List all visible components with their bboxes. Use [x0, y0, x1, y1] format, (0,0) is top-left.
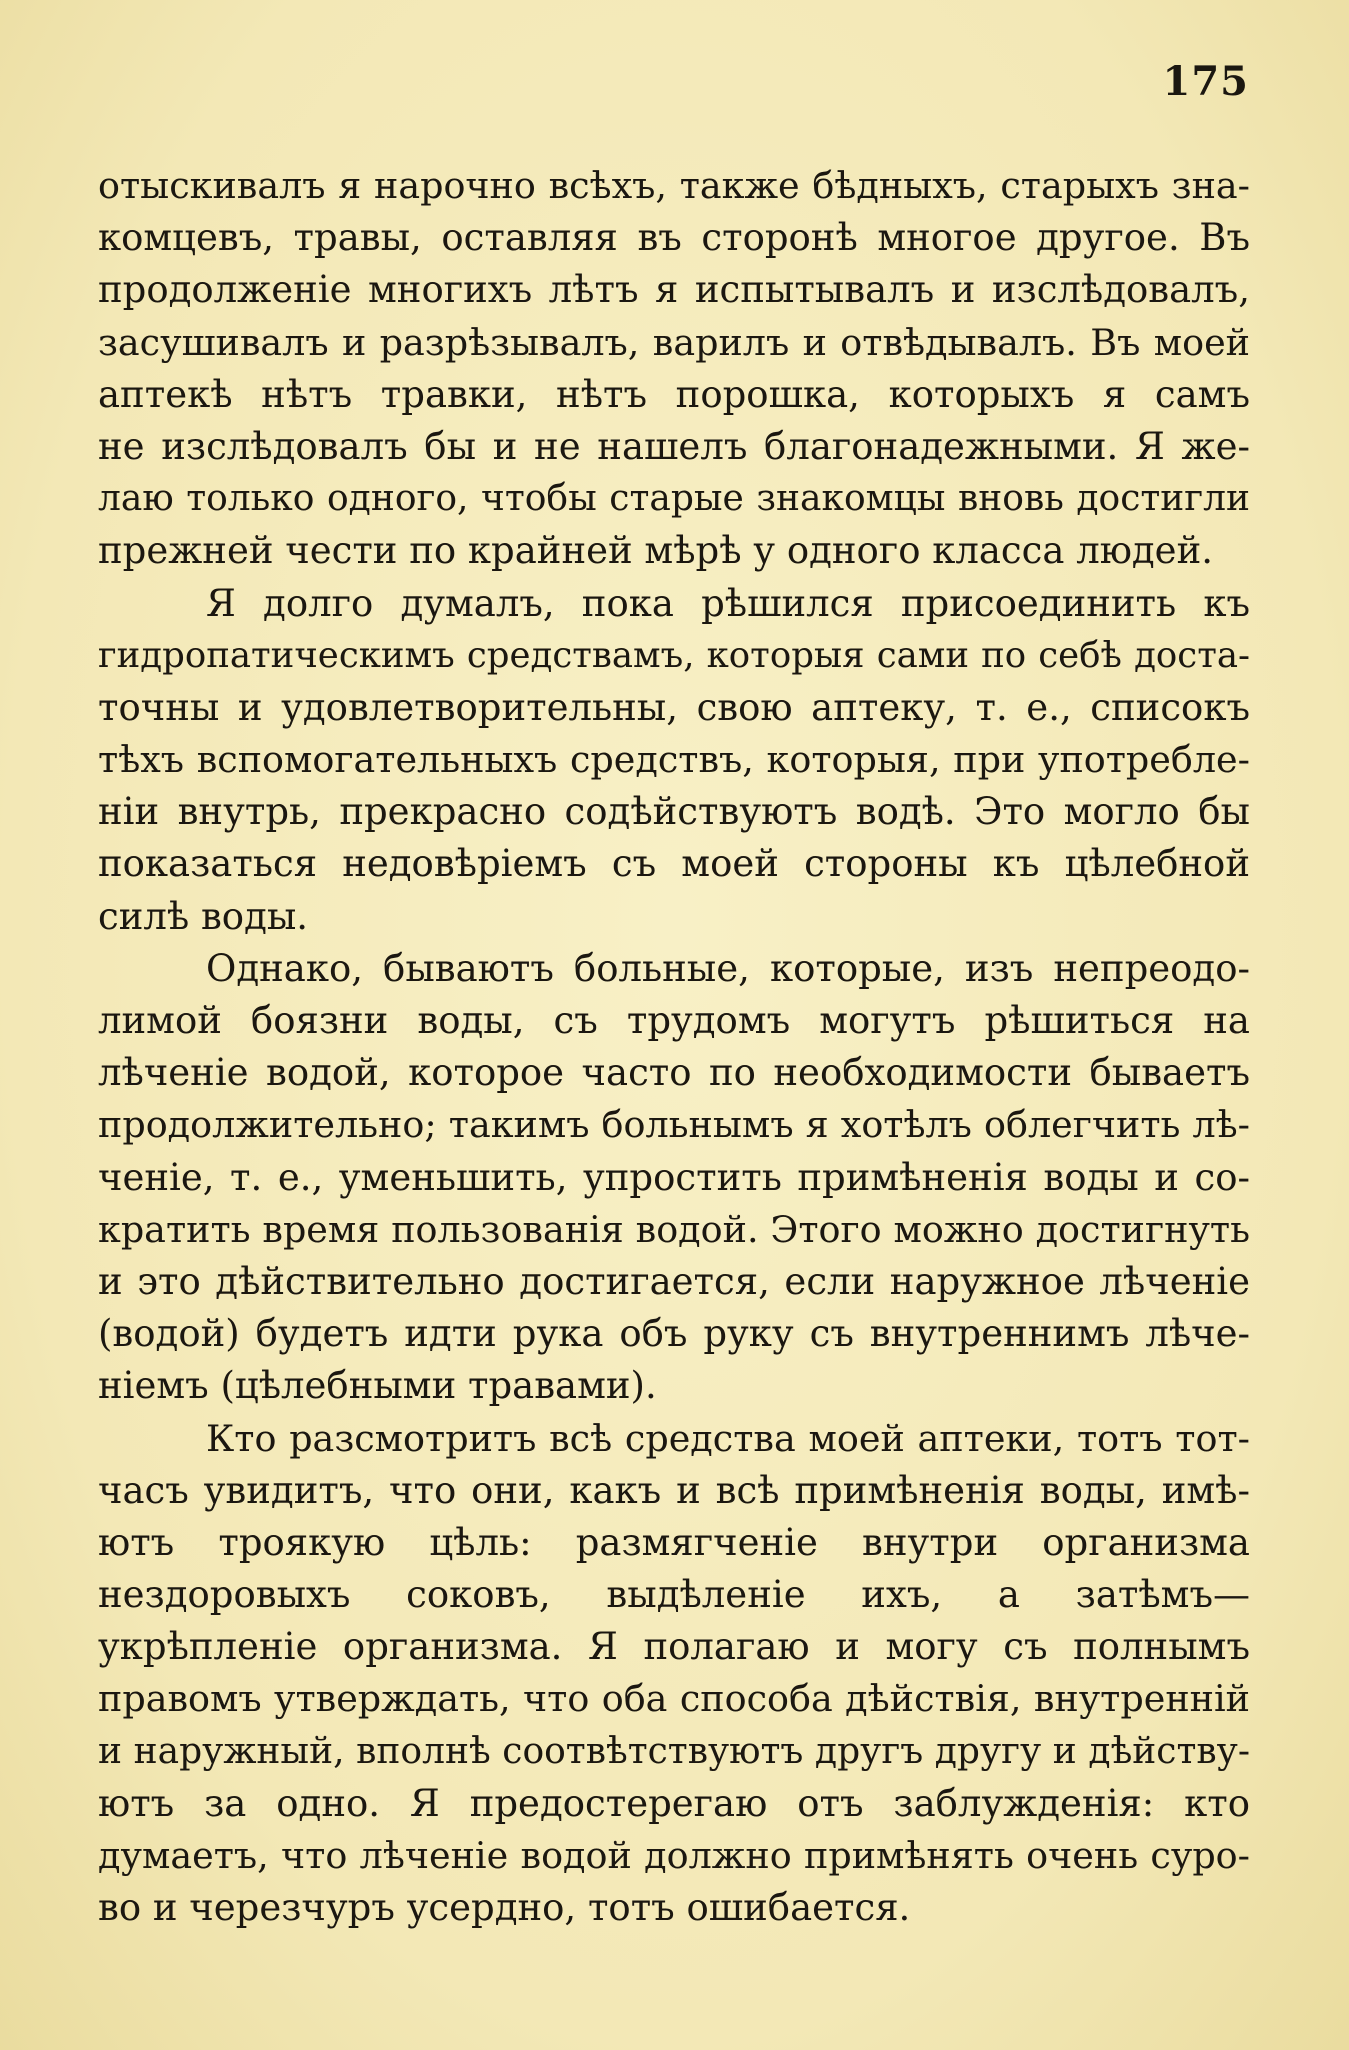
text-line: думаетъ, что лѣченіе водой должно примѣнять очень суро- — [98, 1834, 1250, 1877]
page-number: 175 — [1162, 58, 1249, 105]
text-line: прежней чести по крайней мѣрѣ у одного класса людей. — [98, 529, 1214, 573]
text-line: продолженіе многихъ лѣтъ я испытывалъ и изслѣдовалъ, — [98, 268, 1250, 312]
text-line: (водой) будетъ идти рука объ руку съ внутреннимъ лѣче- — [98, 1312, 1250, 1356]
text-line: и наружный, вполнѣ соотвѣтствуютъ другъ другу и дѣйству- — [98, 1730, 1250, 1772]
text-line: гидропатическимъ средствамъ, которыя сами по себѣ доста- — [98, 634, 1250, 676]
text-line: и это дѣйствительно достигается, если наружное лѣченіе — [98, 1259, 1250, 1303]
text-line: Я долго думалъ, пока рѣшился присоединить къ — [206, 581, 1250, 625]
text-line: Кто разсмотритъ всѣ средства моей аптеки, тотъ тот- — [206, 1416, 1250, 1460]
text-line: лимой боязни воды, съ трудомъ могутъ рѣшиться на — [98, 999, 1250, 1042]
text-line: комцевъ, травы, оставляя въ сторонѣ многое другое. Въ — [98, 216, 1250, 260]
text-line: аптекѣ нѣтъ травки, нѣтъ порошка, которыхъ я самъ — [98, 372, 1250, 416]
text-line: показаться недовѣріемъ съ моей стороны къ цѣлебной — [98, 842, 1250, 886]
text-line: продолжительно; такимъ больнымъ я хотѣлъ облегчить лѣ- — [98, 1103, 1250, 1147]
body-text — [98, 160, 1250, 1934]
text-line: ютъ троякую цѣль: размягченіе внутри организма — [98, 1520, 1250, 1564]
text-line: часъ увидитъ, что они, какъ и всѣ примѣненія воды, имѣ- — [98, 1468, 1250, 1512]
text-line: тѣхъ вспомогательныхъ средствъ, которыя, при употребле- — [98, 738, 1250, 782]
text-line: силѣ воды. — [98, 894, 309, 938]
text-line: лаю только одного, чтобы старые знакомцы вновь достигли — [98, 478, 1250, 520]
text-line: правомъ утверждать, что оба способа дѣйствія, внутренній — [98, 1677, 1250, 1721]
text-line: лѣченіе водой, которое часто по необходимости бываетъ — [98, 1051, 1250, 1095]
text-line: засушивалъ и разрѣзывалъ, варилъ и отвѣдывалъ. Въ моей — [98, 320, 1250, 364]
text-line: ченіе, т. е., уменьшить, упростить примѣненія воды и со- — [98, 1155, 1250, 1199]
text-line: ютъ за одно. Я предостерегаю отъ заблужденія: кто — [98, 1781, 1250, 1825]
text-line: кратить время пользованія водой. Этого можно достигнуть — [98, 1207, 1250, 1251]
text-line: отыскивалъ я нарочно всѣхъ, также бѣдныхъ, старыхъ зна- — [98, 164, 1250, 207]
text-line: укрѣпленіе организма. Я полагаю и могу съ полнымъ — [98, 1625, 1250, 1669]
text-line: ніемъ (цѣлебными травами). — [98, 1364, 657, 1408]
text-line: во и черезчуръ усердно, тотъ ошибается. — [98, 1886, 911, 1930]
text-line: не изслѣдовалъ бы и не нашелъ благонадежными. Я же- — [98, 424, 1250, 468]
text-line: точны и удовлетворительны, свою аптеку, т. е., списокъ — [98, 685, 1250, 729]
text-line: Однако, бываютъ больные, которые, изъ непреодо- — [206, 946, 1250, 990]
text-line: ніи внутрь, прекрасно содѣйствуютъ водѣ. Это могло бы — [98, 790, 1250, 834]
text-line: нездоровыхъ соковъ, выдѣленіе ихъ, а затѣмъ— — [98, 1573, 1250, 1617]
